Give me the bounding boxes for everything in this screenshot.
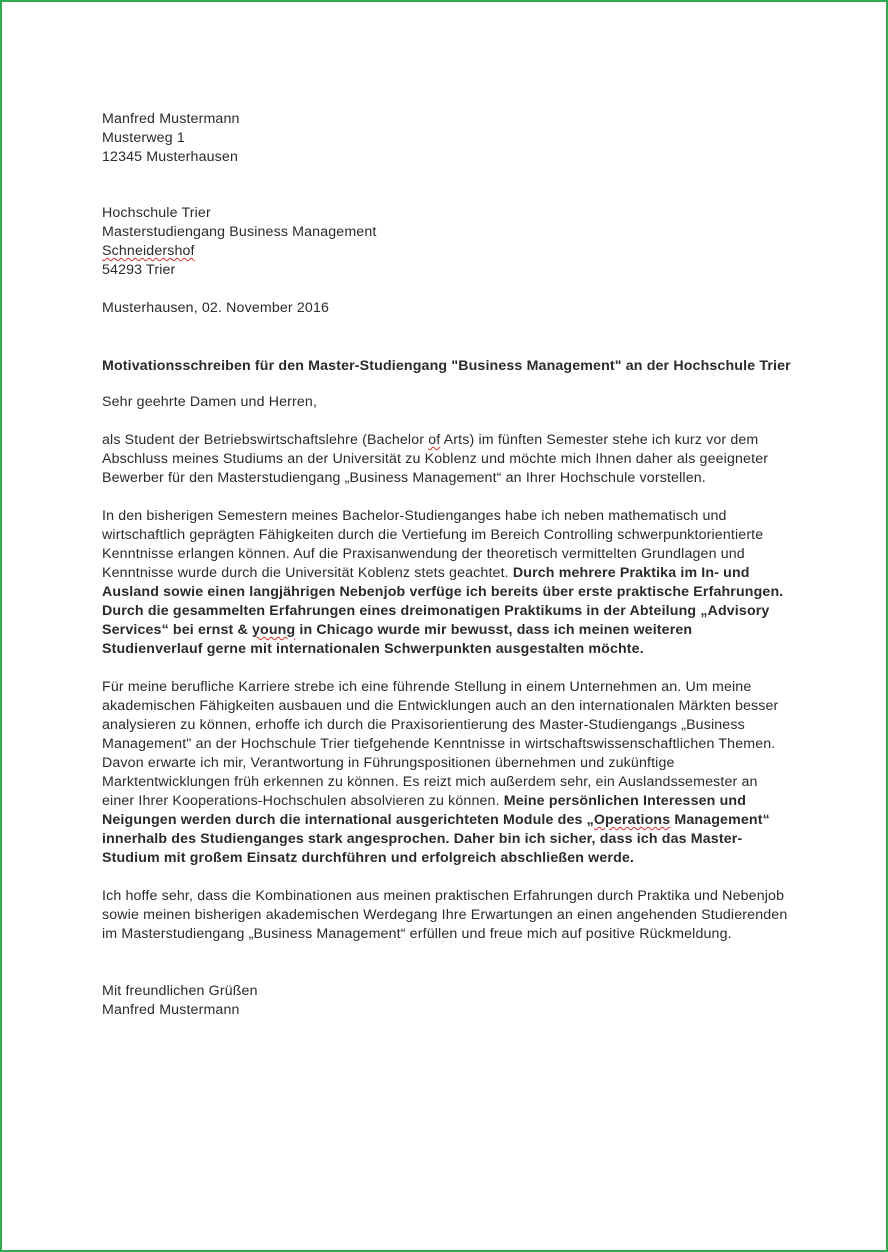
paragraph-2-misspelled: young bbox=[251, 622, 296, 638]
letter-subject: Motivationsschreiben für den Master-Studiengang "Business Management" an der Hochschule Trier bbox=[102, 358, 791, 374]
letter-date: Musterhausen, 02. November 2016 bbox=[102, 300, 330, 316]
recipient-line-2: Masterstudiengang Business Management bbox=[102, 224, 377, 240]
closing-greeting: Mit freundlichen Grüßen bbox=[102, 983, 258, 999]
paragraph-2-bold-c: in Chicago wurde mir bewusst, dass ich meinen weiteren Studienverlauf gerne mit internationalen Schwerpunkten ausgestalten möchte. bbox=[102, 622, 693, 657]
recipient-line-3: Schneidershof bbox=[102, 243, 195, 259]
paragraph-3-text: Für meine berufliche Karriere strebe ich eine führende Stellung in einem Unternehmen an. Um meine akademischen Fähigkeiten ausbauen und die Entwicklungen auch an den internationalen Märkten besser analysieren zu können, erhoffe ich durch die Praxisorientierung des Master-Studiengangs „Business Management" an der Hochschule Trier tiefgehende Kenntnisse in wirtschaftswissenschaftlichen Themen. Davon erwarte ich mir, Verantwortung in Führungspositionen übernehmen und zukünftige Marktentwicklungen früh erkennen zu können. Es reizt mich außerdem sehr, ein Auslandssemester an einer Ihrer Kooperations-Hochschulen absolvieren zu können. bbox=[102, 679, 779, 809]
paragraph-1 bbox=[102, 431, 792, 488]
sender-name: Manfred Mustermann bbox=[102, 111, 240, 127]
recipient-line-1: Hochschule Trier bbox=[102, 205, 211, 221]
paragraph-2 bbox=[102, 507, 792, 659]
paragraph-3-misspelled: Operations bbox=[593, 812, 671, 828]
sender-city: 12345 Musterhausen bbox=[102, 149, 238, 165]
paragraph-3-bold-c: Management“ innerhalb des Studienganges stark angesprochen. Daher bin ich sicher, dass ich das Master-Studium mit großem Einsatz durchführen und erfolgreich abschließen werde. bbox=[102, 812, 770, 866]
paragraph-3-bold-a: Meine persönlichen Interessen und Neigungen werden durch die international ausgerichteten Module des „ bbox=[102, 793, 747, 828]
paragraph-1-misspelled: of bbox=[428, 432, 441, 448]
sender-street: Musterweg 1 bbox=[102, 130, 185, 146]
paragraph-4: Ich hoffe sehr, dass die Kombinationen aus meinen praktischen Erfahrungen durch Praktika und Nebenjob sowie meinen bisherigen akademischen Werdegang Ihre Erwartungen an einen angehenden Studierenden im Masterstudiengang „Business Management“ erfüllen und freue mich auf positive Rückmeldung. bbox=[102, 888, 788, 942]
closing-signature: Manfred Mustermann bbox=[102, 1002, 240, 1018]
closing bbox=[102, 982, 792, 1020]
letter-body bbox=[102, 110, 792, 1020]
paragraph-1-text-c: Arts) im fünften Semester stehe ich kurz vor dem Abschluss meines Studiums an der Universität zu Koblenz und möchte mich Ihnen daher als geeigneter Bewerber für den Masterstudiengang „Business Management“ an Ihrer Hochschule vorstellen. bbox=[102, 432, 769, 486]
salutation: Sehr geehrte Damen und Herren, bbox=[102, 394, 318, 410]
paragraph-1-text-a: als Student der Betriebswirtschaftslehre (Bachelor bbox=[102, 432, 429, 448]
paragraph-3 bbox=[102, 678, 792, 868]
recipient-line-4: 54293 Trier bbox=[102, 262, 176, 278]
sender-address bbox=[102, 110, 792, 167]
paragraph-2-bold-a: Durch mehrere Praktika im In- und Ausland sowie einen langjährigen Nebenjob verfüge ich bereits über erste praktische Erfahrungen. Durch die gesammelten Erfahrungen eines dreimonatigen Praktikums in der Abteilung „Advisory Services“ bei ernst & bbox=[102, 565, 784, 638]
recipient-address bbox=[102, 204, 792, 280]
paragraph-2-text: In den bisherigen Semestern meines Bachelor-Studienganges habe ich neben mathematisch und wirtschaftlich geprägten Fähigkeiten durch die Vertiefung im Bereich Controlling schwerpunktorientierte Kenntnisse erlangen können. Auf die Praxisanwendung der theoretisch vermittelten Grundlagen und Kenntnisse wurde durch die Universität Koblenz stets geachtet. bbox=[102, 508, 764, 581]
